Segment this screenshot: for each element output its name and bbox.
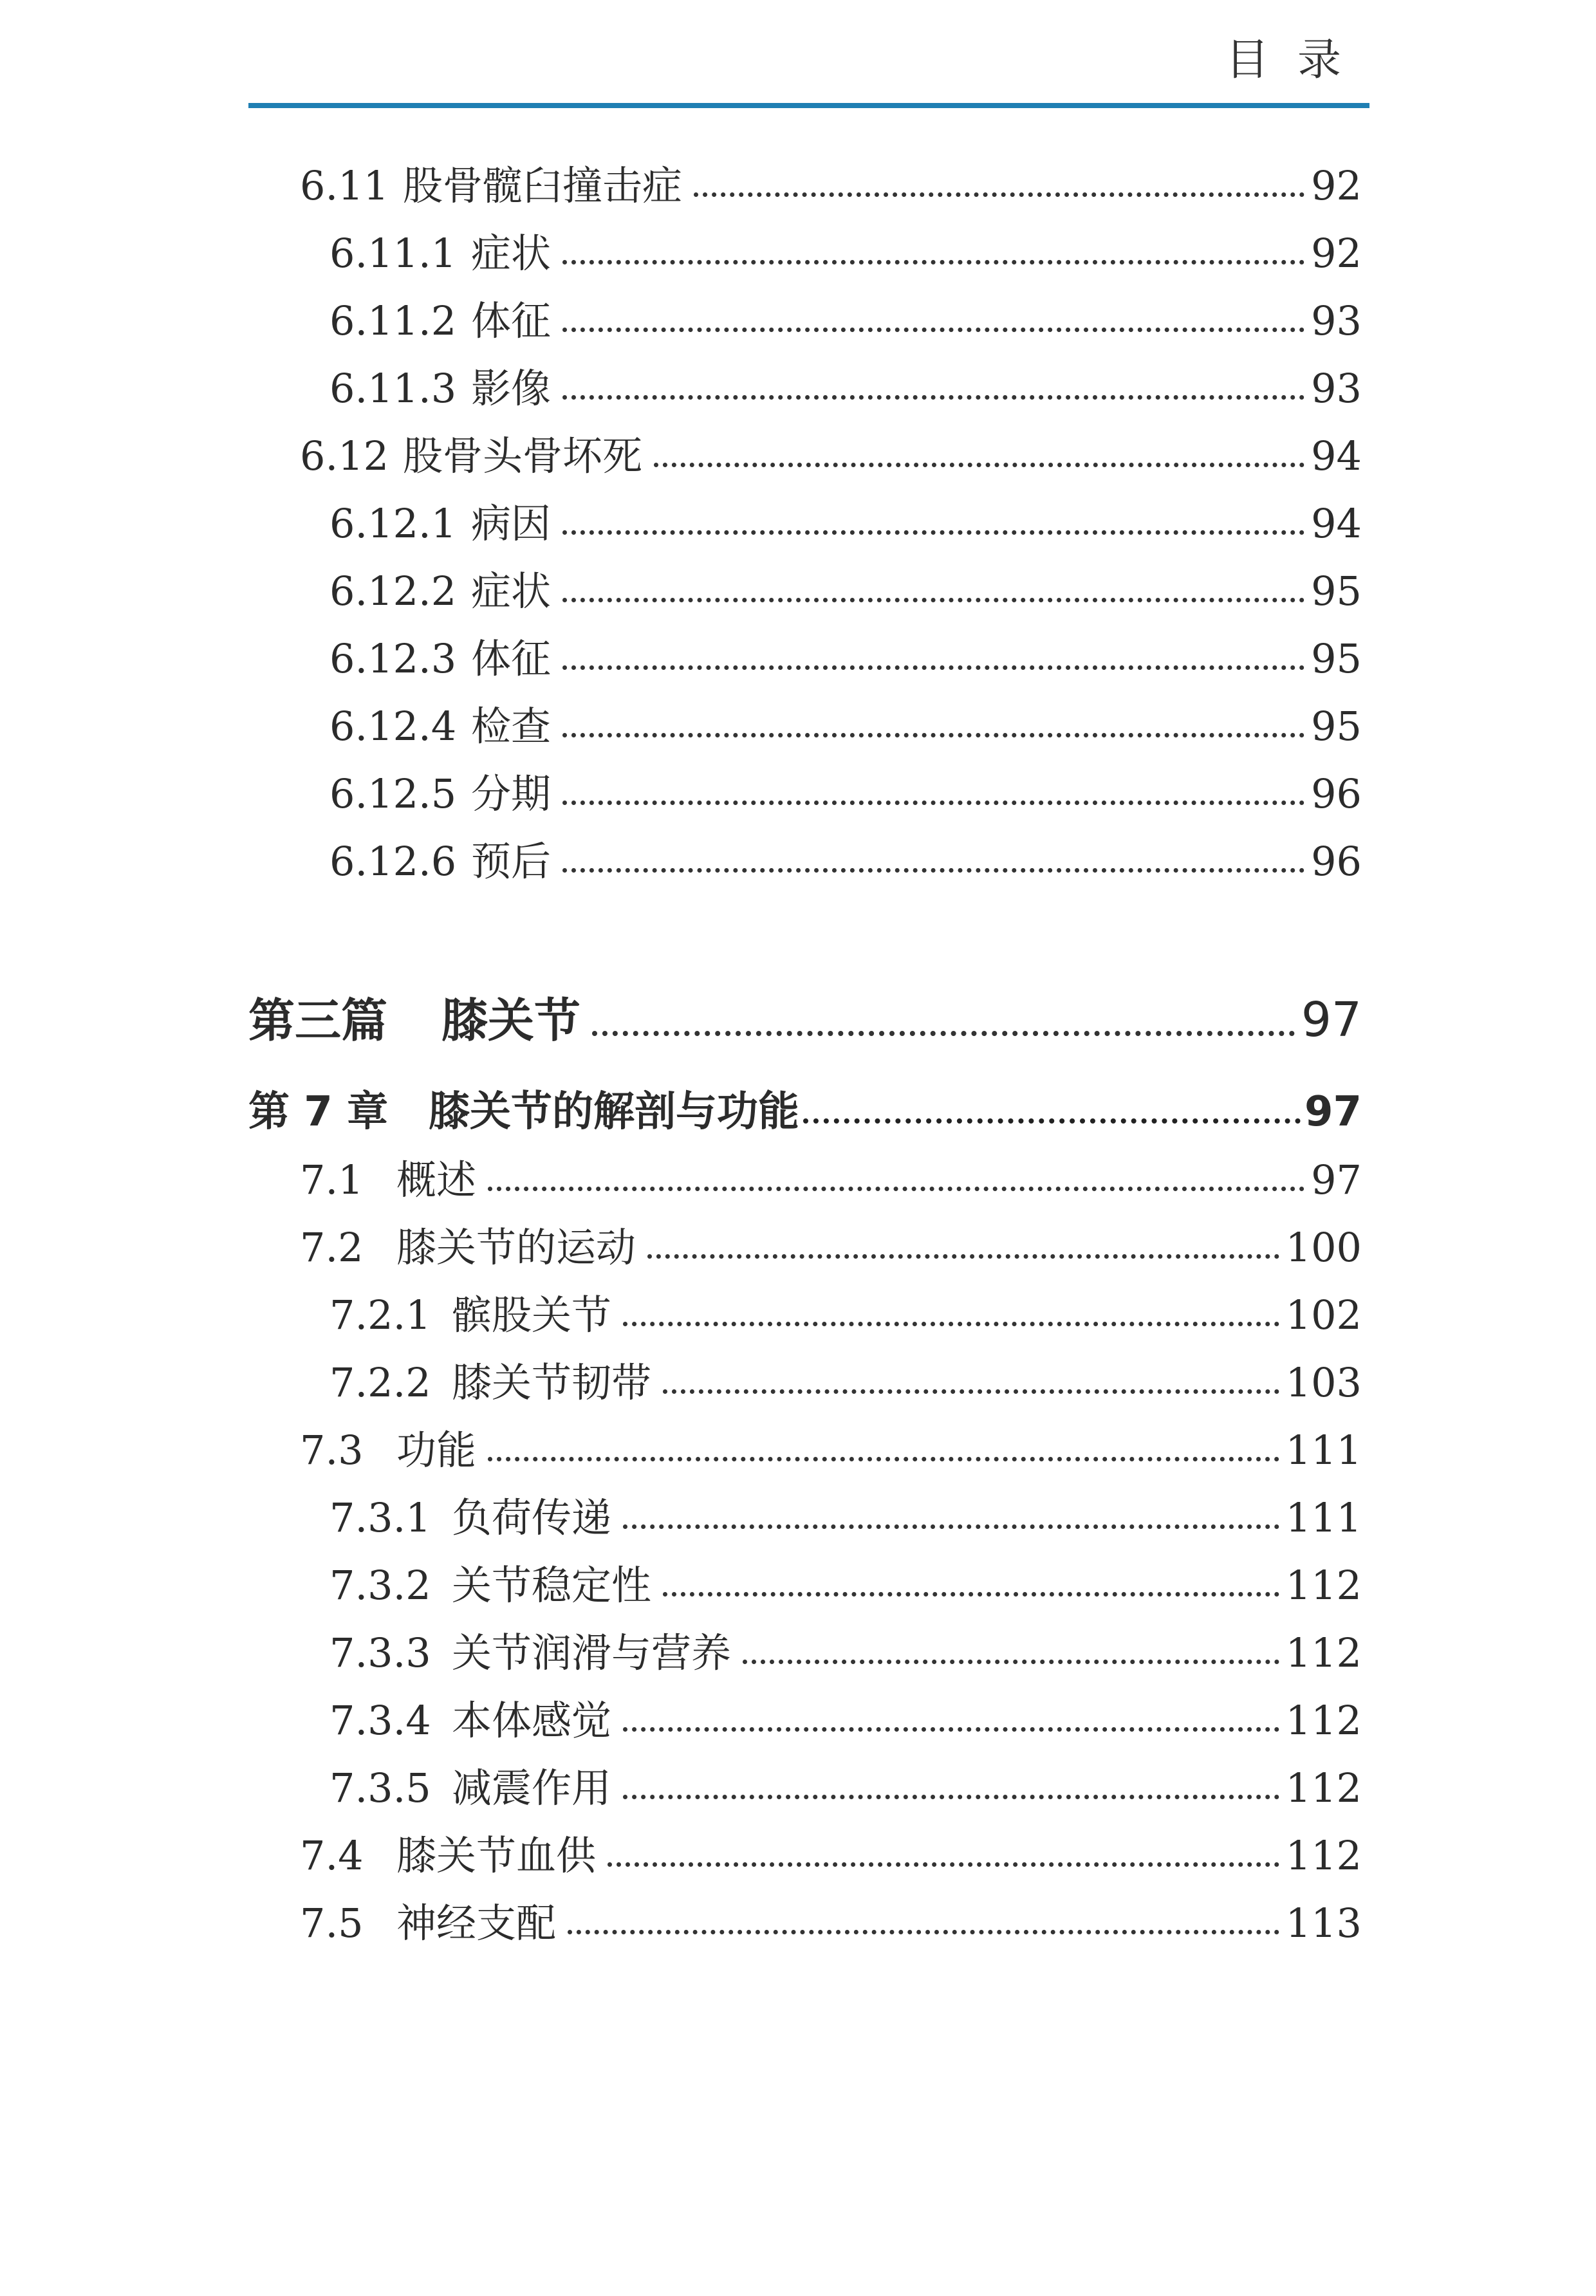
toc-page: 111 bbox=[1285, 1494, 1362, 1541]
toc-number: 6.12.5 bbox=[329, 770, 457, 817]
toc-entry-6-11-3[interactable] bbox=[248, 344, 1362, 412]
toc-number: 6.11.3 bbox=[329, 365, 457, 412]
toc-leader bbox=[654, 463, 1304, 467]
toc-leader bbox=[488, 1187, 1304, 1191]
toc-number: 7.3.3 bbox=[329, 1629, 431, 1676]
toc-entry-6-12-3[interactable] bbox=[248, 615, 1362, 682]
toc-title: 膝关节血供 bbox=[396, 1832, 597, 1879]
toc-title: 膝关节的运动 bbox=[396, 1224, 636, 1271]
toc-leader bbox=[663, 1389, 1279, 1394]
toc-entry-7-3-3[interactable] bbox=[248, 1609, 1362, 1676]
toc-title: 症状 bbox=[471, 230, 552, 277]
toc-number: 7.3 bbox=[300, 1427, 364, 1474]
toc-number: 6.12 bbox=[300, 432, 389, 479]
toc-leader bbox=[562, 328, 1304, 332]
toc-page: 112 bbox=[1285, 1832, 1362, 1879]
toc-title: 症状 bbox=[471, 568, 552, 615]
toc-entry-7-3-5[interactable] bbox=[248, 1744, 1362, 1811]
toc-page: 94 bbox=[1311, 500, 1362, 547]
toc-page: 102 bbox=[1285, 1292, 1362, 1338]
toc-leader bbox=[592, 1031, 1295, 1036]
toc-entry-7-3-1[interactable] bbox=[248, 1474, 1362, 1541]
toc-number: 6.11.1 bbox=[329, 230, 457, 277]
toc-entry-7-3[interactable] bbox=[248, 1406, 1362, 1474]
toc-page: 94 bbox=[1311, 432, 1362, 479]
toc-page: 95 bbox=[1311, 703, 1362, 750]
toc-title: 股骨髋臼撞击症 bbox=[403, 162, 683, 209]
toc-leader bbox=[803, 1118, 1301, 1124]
toc-number: 6.11 bbox=[300, 162, 389, 209]
toc-page: 92 bbox=[1311, 230, 1362, 277]
toc-page: 93 bbox=[1311, 365, 1362, 412]
toc-number: 6.12.2 bbox=[329, 568, 457, 615]
toc-title: 神经支配 bbox=[396, 1900, 557, 1947]
toc-number: 7.2 bbox=[300, 1224, 364, 1271]
toc-leader bbox=[562, 598, 1304, 602]
toc-number: 7.4 bbox=[300, 1832, 364, 1879]
toc-entry-6-12[interactable] bbox=[248, 412, 1362, 479]
toc-page: 103 bbox=[1285, 1359, 1362, 1406]
toc-leader bbox=[663, 1592, 1279, 1597]
toc-page: 112 bbox=[1285, 1629, 1362, 1676]
toc-number: 7.1 bbox=[300, 1156, 364, 1203]
toc-title: 预后 bbox=[471, 838, 552, 885]
toc-entry-7-4[interactable] bbox=[248, 1811, 1362, 1879]
toc-number: 6.12.1 bbox=[329, 500, 457, 547]
toc-number: 7.2.2 bbox=[329, 1359, 431, 1406]
toc-leader bbox=[568, 1930, 1279, 1934]
chapter-number: 第 7 章 bbox=[248, 1088, 389, 1136]
toc-title: 检查 bbox=[471, 703, 552, 750]
toc-leader bbox=[743, 1660, 1279, 1664]
toc-entry-7-3-2[interactable] bbox=[248, 1541, 1362, 1609]
toc-entry-7-2-1[interactable] bbox=[248, 1271, 1362, 1338]
toc-entry-6-11[interactable] bbox=[248, 142, 1362, 209]
toc-title: 髌股关节 bbox=[452, 1292, 612, 1338]
toc-page: 112 bbox=[1285, 1697, 1362, 1744]
toc-leader bbox=[623, 1727, 1279, 1732]
toc-entry-6-11-2[interactable] bbox=[248, 277, 1362, 344]
toc-number: 6.12.3 bbox=[329, 635, 457, 682]
toc-title: 体征 bbox=[471, 635, 552, 682]
toc-number: 6.12.4 bbox=[329, 703, 457, 750]
toc-page: 112 bbox=[1285, 1562, 1362, 1609]
toc-entry-6-12-1[interactable] bbox=[248, 479, 1362, 547]
toc-entry-7-2[interactable] bbox=[248, 1203, 1362, 1271]
toc-number: 6.12.6 bbox=[329, 838, 457, 885]
toc-title: 体征 bbox=[471, 297, 552, 344]
toc-entry-7-1[interactable] bbox=[248, 1136, 1362, 1203]
toc-number: 7.2.1 bbox=[329, 1292, 431, 1338]
page-header-title: 目录 bbox=[1225, 35, 1369, 86]
toc-page: 100 bbox=[1285, 1224, 1362, 1271]
toc-title: 负荷传递 bbox=[452, 1494, 612, 1541]
toc-leader bbox=[562, 395, 1304, 400]
toc-entry-7-5[interactable] bbox=[248, 1879, 1362, 1947]
part-number: 第三篇 bbox=[248, 994, 388, 1048]
toc-page: 95 bbox=[1311, 635, 1362, 682]
part-title: 膝关节 bbox=[441, 994, 581, 1048]
toc-page: 92 bbox=[1311, 162, 1362, 209]
toc-page: 113 bbox=[1285, 1900, 1362, 1947]
toc-page: 111 bbox=[1285, 1427, 1362, 1474]
toc-number: 7.3.2 bbox=[329, 1562, 431, 1609]
toc-title: 减震作用 bbox=[452, 1764, 612, 1811]
toc-leader bbox=[562, 665, 1304, 670]
toc-number: 7.3.5 bbox=[329, 1764, 431, 1811]
toc-leader bbox=[623, 1524, 1279, 1529]
toc-title: 病因 bbox=[471, 500, 552, 547]
table-of-contents bbox=[248, 0, 1362, 2296]
toc-leader bbox=[623, 1795, 1279, 1799]
toc-part-heading[interactable] bbox=[248, 973, 1362, 1048]
toc-chapter-heading[interactable] bbox=[248, 1068, 1362, 1136]
toc-leader bbox=[562, 801, 1304, 805]
toc-leader bbox=[623, 1322, 1279, 1326]
toc-title: 概述 bbox=[396, 1156, 477, 1203]
toc-title: 关节润滑与营养 bbox=[452, 1629, 732, 1676]
toc-number: 7.3.4 bbox=[329, 1697, 431, 1744]
toc-leader bbox=[647, 1254, 1279, 1259]
toc-leader bbox=[608, 1862, 1279, 1867]
toc-number: 7.5 bbox=[300, 1900, 364, 1947]
chapter-title: 膝关节的解剖与功能 bbox=[429, 1088, 799, 1136]
toc-title: 膝关节韧带 bbox=[452, 1359, 652, 1406]
toc-title: 本体感觉 bbox=[452, 1697, 612, 1744]
toc-page: 97 bbox=[1311, 1156, 1362, 1203]
toc-number: 6.11.2 bbox=[329, 297, 457, 344]
toc-page: 96 bbox=[1311, 770, 1362, 817]
toc-leader bbox=[562, 530, 1304, 535]
toc-title: 功能 bbox=[396, 1427, 477, 1474]
toc-entry-6-12-4[interactable] bbox=[248, 682, 1362, 750]
chapter-page: 97 bbox=[1304, 1088, 1362, 1136]
toc-page: 112 bbox=[1285, 1764, 1362, 1811]
toc-leader bbox=[488, 1457, 1279, 1461]
toc-title: 影像 bbox=[471, 365, 552, 412]
toc-entry-7-2-2[interactable] bbox=[248, 1338, 1362, 1406]
toc-page: 93 bbox=[1311, 297, 1362, 344]
part-page: 97 bbox=[1301, 992, 1362, 1048]
toc-page: 96 bbox=[1311, 838, 1362, 885]
toc-entry-6-12-6[interactable] bbox=[248, 817, 1362, 885]
toc-leader bbox=[562, 260, 1304, 264]
toc-leader bbox=[562, 868, 1304, 873]
toc-title: 股骨头骨坏死 bbox=[403, 432, 643, 479]
toc-leader bbox=[562, 733, 1304, 737]
toc-entry-6-12-2[interactable] bbox=[248, 547, 1362, 615]
toc-entry-6-11-1[interactable] bbox=[248, 209, 1362, 277]
toc-title: 关节稳定性 bbox=[452, 1562, 652, 1609]
toc-entry-7-3-4[interactable] bbox=[248, 1676, 1362, 1744]
toc-title: 分期 bbox=[471, 770, 552, 817]
toc-page: 95 bbox=[1311, 568, 1362, 615]
toc-leader bbox=[694, 192, 1304, 197]
toc-entry-6-12-5[interactable] bbox=[248, 750, 1362, 817]
toc-number: 7.3.1 bbox=[329, 1494, 431, 1541]
